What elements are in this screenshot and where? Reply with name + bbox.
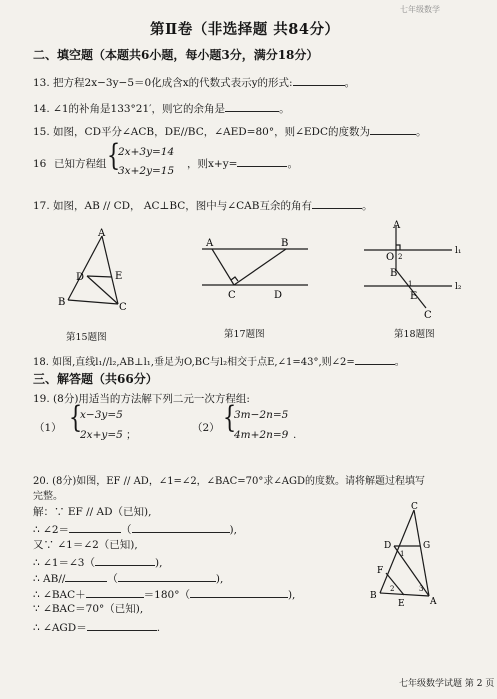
question-16-number: 16: [33, 158, 47, 170]
question-14-end: 。: [279, 103, 290, 115]
label-l2: l₂: [455, 282, 462, 292]
label-D: D: [274, 290, 283, 301]
question-19-text: 19. (8分)用适当的方法解下列二元一次方程组:: [33, 393, 250, 405]
question-17-text: 17. 如图，AB // CD， AC⊥BC，图中与∠CAB互余的角有: [33, 200, 312, 212]
label-E: E: [115, 271, 123, 282]
q20-step-6-paren: ＝180°（: [143, 589, 190, 601]
question-20-text: 20. (8分)如图，EF // AD，∠1=∠2，∠BAC=70°求∠AGD的度数。请将解题过程填写: [33, 476, 425, 487]
q20-step-7-text: ∵ ∠BAC＝70°（已知),: [33, 603, 144, 615]
q16-equation-2: 3x+2y=15: [118, 165, 175, 177]
label-C: C: [411, 502, 418, 512]
question-17-end: 。: [361, 200, 373, 212]
label-E: E: [410, 291, 418, 302]
answer-blank[interactable]: [87, 620, 157, 631]
q19-part1-eq2: 2x+y=5: [80, 429, 123, 441]
answer-blank[interactable]: [370, 124, 416, 135]
question-18-end: 。: [394, 357, 405, 368]
question-17: [33, 198, 372, 213]
label-A: A: [430, 597, 437, 607]
q20-step-4-close: ),: [154, 557, 163, 569]
label-E: E: [398, 599, 405, 609]
question-16-end: 。: [287, 158, 298, 170]
q20-step-2-text: ∴ ∠2＝: [33, 524, 69, 536]
question-18: [33, 354, 405, 369]
question-14: [33, 101, 290, 116]
label-l1: l₁: [455, 246, 462, 256]
question-20-text-cont: 完整。: [33, 491, 63, 502]
figure-20-diagram: [370, 500, 460, 610]
label-B: B: [390, 268, 398, 279]
q16-equation-1: 2x+3y=14: [118, 146, 175, 158]
label-angle-1: 1: [400, 550, 405, 558]
label-F: F: [377, 566, 384, 576]
figure-18-caption: 第18题图: [394, 329, 435, 340]
q20-step-6: [33, 587, 295, 602]
label-angle-2: 2: [390, 585, 395, 593]
q20-step-5-close: ),: [215, 573, 224, 585]
page-title: 第Ⅱ卷（非选择题 共84分）: [150, 21, 340, 38]
q19-part2-label: （2）: [192, 422, 220, 434]
section-2-heading: 二、填空题（本题共6小题，每小题3分，满分18分）: [33, 48, 319, 62]
label-D: D: [76, 272, 85, 283]
q20-step-2-paren: （: [121, 524, 132, 536]
figure-18-diagram: [360, 220, 470, 320]
q20-step-2: [33, 522, 237, 537]
reason-blank[interactable]: [190, 587, 288, 598]
label-O: O: [386, 252, 395, 263]
answer-blank[interactable]: [312, 198, 362, 209]
question-14-text: 14. ∠1的补角是133°21′，则它的余角是: [33, 103, 226, 115]
answer-blank[interactable]: [69, 522, 121, 533]
question-15: [33, 124, 427, 139]
q19-part1-eq1: x−3y=5: [80, 409, 123, 421]
q20-step-8-text: ∴ ∠AGD＝: [33, 622, 87, 634]
q19-part2-end: .: [293, 429, 297, 441]
q20-step-3: [33, 539, 138, 552]
q20-step-6-close: ),: [287, 589, 296, 601]
label-angle-3: 3: [419, 585, 424, 593]
label-B: B: [281, 238, 289, 249]
q20-step-6-text: ∴ ∠BAC＋: [33, 589, 86, 601]
question-16-suffix: [187, 156, 298, 171]
q20-step-5-paren: （: [107, 573, 118, 585]
q19-part1-end: ；: [126, 429, 137, 441]
label-B: B: [58, 297, 66, 308]
question-13-text: 13. 把方程2x−3y−5＝0化成含x的代数式表示y的形式:: [33, 77, 293, 89]
q20-step-5: [33, 571, 223, 586]
label-C: C: [424, 310, 432, 320]
label-D: D: [384, 541, 392, 551]
question-13-end: 。: [344, 77, 356, 89]
question-13: [33, 75, 355, 90]
answer-blank[interactable]: [86, 587, 144, 598]
system-brace: {: [68, 400, 83, 435]
figure-15-diagram: [56, 228, 146, 318]
q20-step-1-text: 解：∵ EF // AD（已知),: [33, 506, 152, 518]
q20-step-5-text: ∴ AB//: [33, 573, 66, 585]
label-G: G: [423, 541, 431, 551]
answer-blank[interactable]: [355, 354, 395, 365]
corner-note: 七年级数学: [400, 5, 440, 14]
answer-blank[interactable]: [237, 156, 287, 167]
q20-step-7: [33, 603, 143, 616]
q20-step-8: [33, 620, 160, 635]
answer-blank[interactable]: [225, 101, 279, 112]
q20-step-2-close: ),: [229, 524, 237, 536]
q20-step-1: [33, 506, 151, 519]
page-footer: 七年级数学试题 第 2 页: [399, 679, 495, 689]
reason-blank[interactable]: [118, 571, 216, 582]
label-A: A: [206, 238, 214, 249]
question-15-text: 15. 如图，CD平分∠ACB，DE//BC，∠AED=80°，则∠EDC的度数为: [33, 126, 371, 138]
answer-blank[interactable]: [65, 571, 107, 582]
q19-part1-label: （1）: [34, 422, 62, 434]
answer-blank[interactable]: [293, 75, 345, 86]
label-C: C: [228, 290, 236, 301]
system-brace: {: [106, 138, 121, 173]
q19-part2-eq1: 3m−2n=5: [234, 409, 289, 421]
q20-step-4: [33, 555, 162, 570]
q20-step-3-text: 又∵ ∠1＝∠2（已知),: [33, 539, 138, 551]
label-A: A: [393, 220, 401, 231]
section-3-heading: 三、解答题（共66分）: [33, 372, 158, 386]
label-angle-1: 1: [408, 280, 413, 288]
q20-step-4-text: ∴ ∠1＝∠3（: [33, 557, 95, 569]
reason-blank[interactable]: [95, 555, 155, 566]
label-B: B: [370, 591, 377, 601]
question-16-post: ，则x+y=: [187, 158, 238, 170]
label-C: C: [119, 302, 127, 313]
figure-17-diagram: [196, 235, 316, 305]
question-16-prefix: 已知方程组: [54, 158, 107, 170]
label-angle-2: 2: [398, 253, 403, 261]
label-A: A: [98, 228, 106, 239]
question-18-text: 18. 如图,直线l₁//l₂,AB⊥l₁,垂足为O,BC与l₂相交于点E,∠1=43°,则∠2=: [33, 357, 355, 368]
figure-17-caption: 第17题图: [224, 329, 265, 340]
figure-15-caption: 第15题图: [66, 332, 107, 343]
question-15-end: 。: [416, 126, 427, 138]
q20-step-8-end: .: [156, 622, 161, 634]
system-brace: {: [222, 400, 237, 435]
reason-blank[interactable]: [132, 522, 230, 533]
q19-part2-eq2: 4m+2n=9: [234, 429, 289, 441]
